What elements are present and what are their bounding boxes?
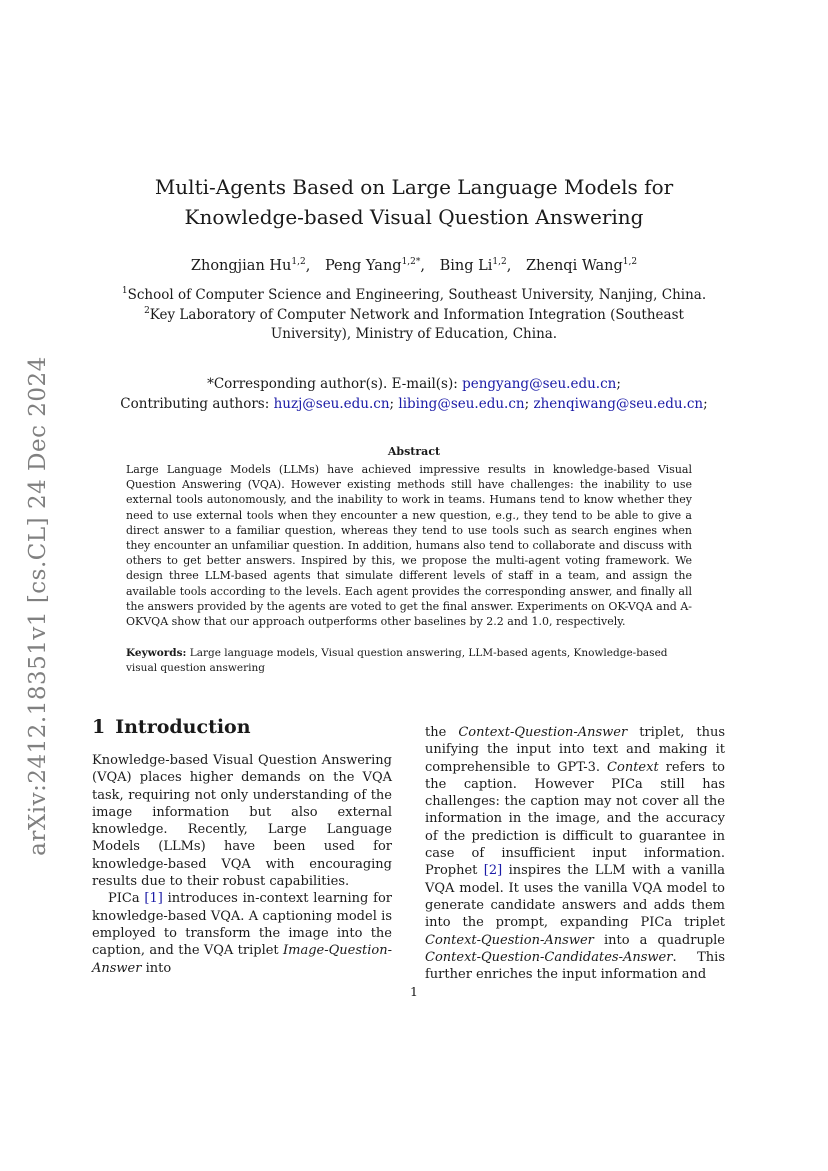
contributing-label: Contributing authors: xyxy=(120,395,274,412)
affiliation-2 xyxy=(0,306,828,326)
paragraph xyxy=(92,890,392,976)
arxiv-identifier-stamp: arXiv:2412.18351v1 [cs.CL] 24 Dec 2024 xyxy=(25,356,51,856)
affiliations xyxy=(0,286,828,345)
correspondence xyxy=(0,375,828,414)
text-run: . This further enriches the input information and xyxy=(425,949,725,983)
punctuation: ; xyxy=(703,395,708,412)
section-number: 1 xyxy=(92,716,106,738)
email-link[interactable]: zhenqiwang@seu.edu.cn xyxy=(533,395,704,412)
email-link[interactable]: huzj@seu.edu.cn xyxy=(273,395,390,412)
corresponding-author-line xyxy=(0,375,828,395)
author-list: Zhongjian Hu$^{1,2}$, Peng Yang$^{1,2*}$, Bing Li$^{1,2}$, Zhenqi Wang$^{1,2}$ xyxy=(190,257,638,274)
keywords xyxy=(126,646,692,676)
punctuation: ; xyxy=(524,395,534,412)
italic-term: Context-Question-Answer xyxy=(458,725,628,740)
affiliation-text: School of Computer Science and Engineering, Southeast University, Nanjing, China. xyxy=(127,287,707,303)
text-run: inspires the LLM with a vanilla VQA model. It uses the vanilla VQA model to generate candidate answers and adds them into the prompt, expanding PICa triplet xyxy=(425,863,725,931)
keywords-text: Large language models, Visual question answering, LLM-based agents, Knowledge-based visual question answering xyxy=(126,647,668,674)
author-name: Zhongjian Hu xyxy=(190,258,292,274)
text-run: into xyxy=(141,960,172,976)
punctuation: ; xyxy=(389,395,399,412)
text-run: triplet, thus unifying the input into text and making it comprehensible to GPT-3. xyxy=(425,725,725,775)
author-name: Peng Yang xyxy=(324,258,402,274)
citation-link[interactable]: [1] xyxy=(144,891,163,907)
italic-term: Context-Question-Answer xyxy=(425,932,594,948)
contributing-authors-line xyxy=(0,395,828,415)
email-link[interactable]: libing@seu.edu.cn xyxy=(398,395,525,412)
affiliation-text: Key Laboratory of Computer Network and Information Integration (Southeast xyxy=(149,306,684,323)
author-affiliation-mark: 1,2 xyxy=(492,257,507,267)
email-link[interactable]: pengyang@seu.edu.cn xyxy=(462,376,617,392)
punctuation: ; xyxy=(616,376,621,392)
italic-term: Context-Question-Candidates-Answer xyxy=(425,949,673,965)
author-affiliation-mark: 1,2 xyxy=(291,257,306,267)
abstract-text: Large Language Models (LLMs) have achieved impressive results in knowledge-based Visual Question Answering (VQA). However existing methods still have challenges: the inability to use external tools autonomously, and the inability to work in teams. Humans tend to know whether they need to use external tools when they encounter a new question, e.g., they tend to be able to give a direct answer to a familiar question, whereas they tend to use tools such as search engines when they encounter an unfamiliar question. In addition, humans also tend to collaborate and discuss with others to get better answers. Inspired by this, we propose the multi-agent voting framework. We design three LLM-based agents that simulate different levels of staff in a team, and assign the available tools according to the levels. Each agent provides the corresponding answer, and finally all the answers provided by the agents are voted to get the final answer. Experiments on OK-VQA and A-OKVQA show that our approach outperforms other baselines by 2.2 and 1.0, respectively. xyxy=(126,463,692,629)
text-run: PICa xyxy=(108,891,145,907)
italic-term: Context xyxy=(607,759,659,775)
right-column xyxy=(425,724,725,983)
paragraph xyxy=(425,724,725,983)
page-number: 1 xyxy=(410,984,418,999)
affiliation-mark: 2 xyxy=(144,305,150,316)
abstract-heading: Abstract xyxy=(387,445,441,458)
paper-title xyxy=(0,172,828,232)
corresponding-label: *Corresponding author(s). E-mail(s): xyxy=(207,376,463,392)
text-run: refers to the caption. However PICa still has challenges: the caption may not cover all the information in the image, and the accuracy of the prediction is difficult to guarantee in case of insufficient input information. Prophet xyxy=(425,759,725,879)
text-run: introduces in-context learning for knowledge-based VQA. A captioning model is employed to transform the image into the caption, and the VQA triplet xyxy=(92,891,392,959)
section-heading xyxy=(92,716,251,738)
keywords-label: Keywords: xyxy=(126,647,187,659)
author-name: Bing Li xyxy=(439,258,493,274)
title-line-2: Knowledge-based Visual Question Answering xyxy=(184,205,644,229)
text-run: the xyxy=(425,725,459,740)
paragraph: Knowledge-based Visual Question Answering (VQA) places higher demands on the VQA task, requiring not only understanding of the image information but also external knowledge. Recently, Large Language Models (LLMs) have been used for knowledge-based VQA with encouraging results due to their robust capabilities. xyxy=(92,753,392,890)
section-title: Introduction xyxy=(115,716,251,738)
citation-link[interactable]: [2] xyxy=(483,863,503,879)
text-run: into a quadruple xyxy=(593,932,725,948)
affiliation-mark: 1 xyxy=(121,286,128,296)
author-name: Zhenqi Wang xyxy=(525,258,623,274)
author-affiliation-mark: 1,2* xyxy=(401,257,421,267)
author-affiliation-mark: 1,2 xyxy=(622,257,638,267)
affiliation-1 xyxy=(0,286,828,306)
italic-term: Image-Question-Answer xyxy=(92,943,392,976)
affiliation-2-continued: University), Ministry of Education, China. xyxy=(270,326,558,342)
title-line-1: Multi-Agents Based on Large Language Models for xyxy=(154,175,674,199)
left-column xyxy=(92,752,392,977)
